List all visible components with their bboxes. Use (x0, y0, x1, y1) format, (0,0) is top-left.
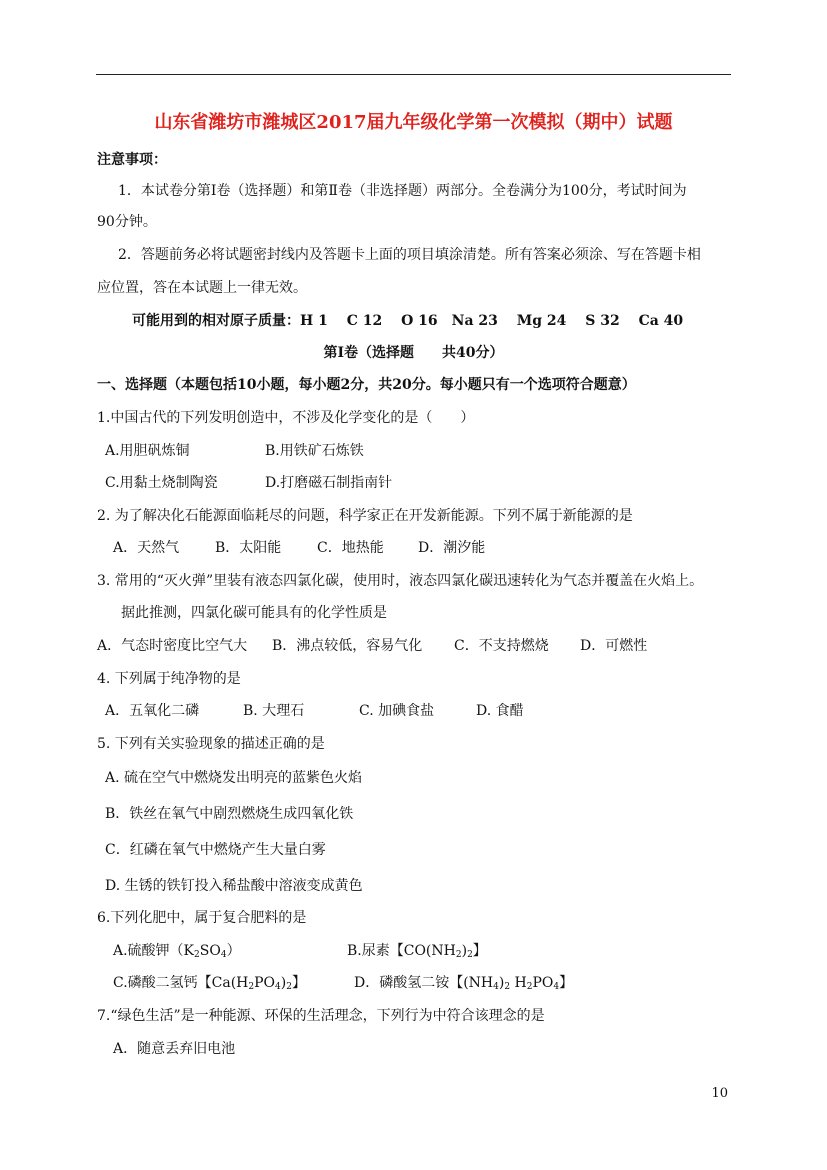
question-5-stem: 5. 下列有关实验现象的描述正确的是 (97, 736, 325, 752)
question-6-option-d: D．磷酸氢二铵【$(NH_4)_2$ $H_2PO_4$】 (354, 975, 574, 992)
question-6-stem: 6.下列化肥中，属于复合肥料的是 (97, 910, 307, 926)
question-6-option-c: C.磷酸二氢钙【$Ca(H_2PO_4)_2$】 (113, 975, 306, 992)
question-5-option-a: A. 硫在空气中燃烧发出明亮的蓝紫色火焰 (105, 770, 363, 786)
question-4-stem: 4. 下列属于纯净物的是 (97, 671, 241, 687)
question-7-option-a: A．随意丢弃旧电池 (113, 1041, 236, 1057)
question-3-stem: 3. 常用的“灭火弹”里装有液态四氯化碳，使用时，液态四氯化碳迅速转化为气态并覆盖在火焰上。 (97, 573, 704, 589)
question-4-option-b: B. 大理石 (243, 703, 305, 719)
notice-heading: 注意事项： (97, 152, 167, 168)
question-3-option-c: C．不支持燃烧 (454, 638, 549, 654)
question-3-option-b: B．沸点较低，容易气化 (272, 638, 423, 654)
question-3-option-d: D．可燃性 (580, 638, 648, 654)
question-2-option-a: A．天然气 (113, 540, 180, 556)
question-1-option-a: A.用胆矾炼铜 (105, 443, 190, 459)
question-4-option-d: D. 食醋 (476, 703, 524, 719)
question-3-option-a: A．气态时密度比空气大 (97, 638, 248, 654)
question-2-stem: 2. 为了解决化石能源面临耗尽的问题，科学家正在开发新能源。下列不属于新能源的是 (97, 508, 633, 524)
question-7-stem: 7.“绿色生活”是一种能源、环保的生活理念，下列行为中符合该理念的是 (97, 1008, 545, 1024)
header-rule (96, 74, 731, 75)
part-heading: 一、选择题（本题包括10小题，每小题2分，共20分。每小题只有一个选项符合题意） (97, 377, 636, 393)
question-4-option-c: C. 加碘食盐 (359, 703, 435, 719)
question-6-option-b: B.尿素【$CO(NH_2)_2$】 (347, 943, 487, 960)
question-1-option-c: C.用黏土烧制陶瓷 (105, 475, 218, 491)
page-title: 山东省潍坊市潍城区2017届九年级化学第一次模拟（期中）试题 (154, 112, 673, 133)
notice-item-2-cont: 应位置，答在本试题上一律无效。 (97, 280, 307, 296)
question-1-option-d: D.打磨磁石制指南针 (265, 475, 393, 491)
question-3-stem-cont: 据此推测，四氯化碳可能具有的化学性质是 (121, 605, 387, 621)
page-number: 10 (711, 1086, 728, 1101)
question-4-option-a: A．五氧化二磷 (105, 703, 200, 719)
question-5-option-d: D. 生锈的铁钉投入稀盐酸中溶液变成黄色 (105, 878, 363, 894)
question-6-option-a: A.硫酸钾$(K_2SO_4)$ (113, 943, 241, 960)
notice-item-2: 2．答题前务必将试题密封线内及答题卡上面的项目填涂清楚。所有答案必须涂、写在答题卡相 (118, 247, 701, 263)
notice-item-1: 1．本试卷分第Ⅰ卷（选择题）和第Ⅱ卷（非选择题）两部分。全卷满分为100分，考试时间为 (118, 183, 687, 199)
question-1-stem: 1.中国古代的下列发明创造中，不涉及化学变化的是（ ） (97, 410, 475, 426)
question-2-option-d: D．潮汐能 (418, 540, 486, 556)
question-1-option-b: B.用铁矿石炼铁 (265, 443, 364, 459)
section-title: 第Ⅰ卷（选择题 共40分） (323, 345, 504, 361)
atomic-mass-line: 可能用到的相对原子质量：H 1 C 12 O 16 Na 23 Mg 24 S 32 Ca 40 (132, 313, 684, 329)
notice-item-1-cont: 90分钟。 (97, 214, 157, 230)
question-2-option-b: B．太阳能 (215, 540, 282, 556)
question-2-option-c: C．地热能 (317, 540, 384, 556)
question-5-option-b: B．铁丝在氧气中剧烈燃烧生成四氧化铁 (105, 806, 354, 822)
question-5-option-c: C．红磷在氧气中燃烧产生大量白雾 (105, 842, 326, 858)
